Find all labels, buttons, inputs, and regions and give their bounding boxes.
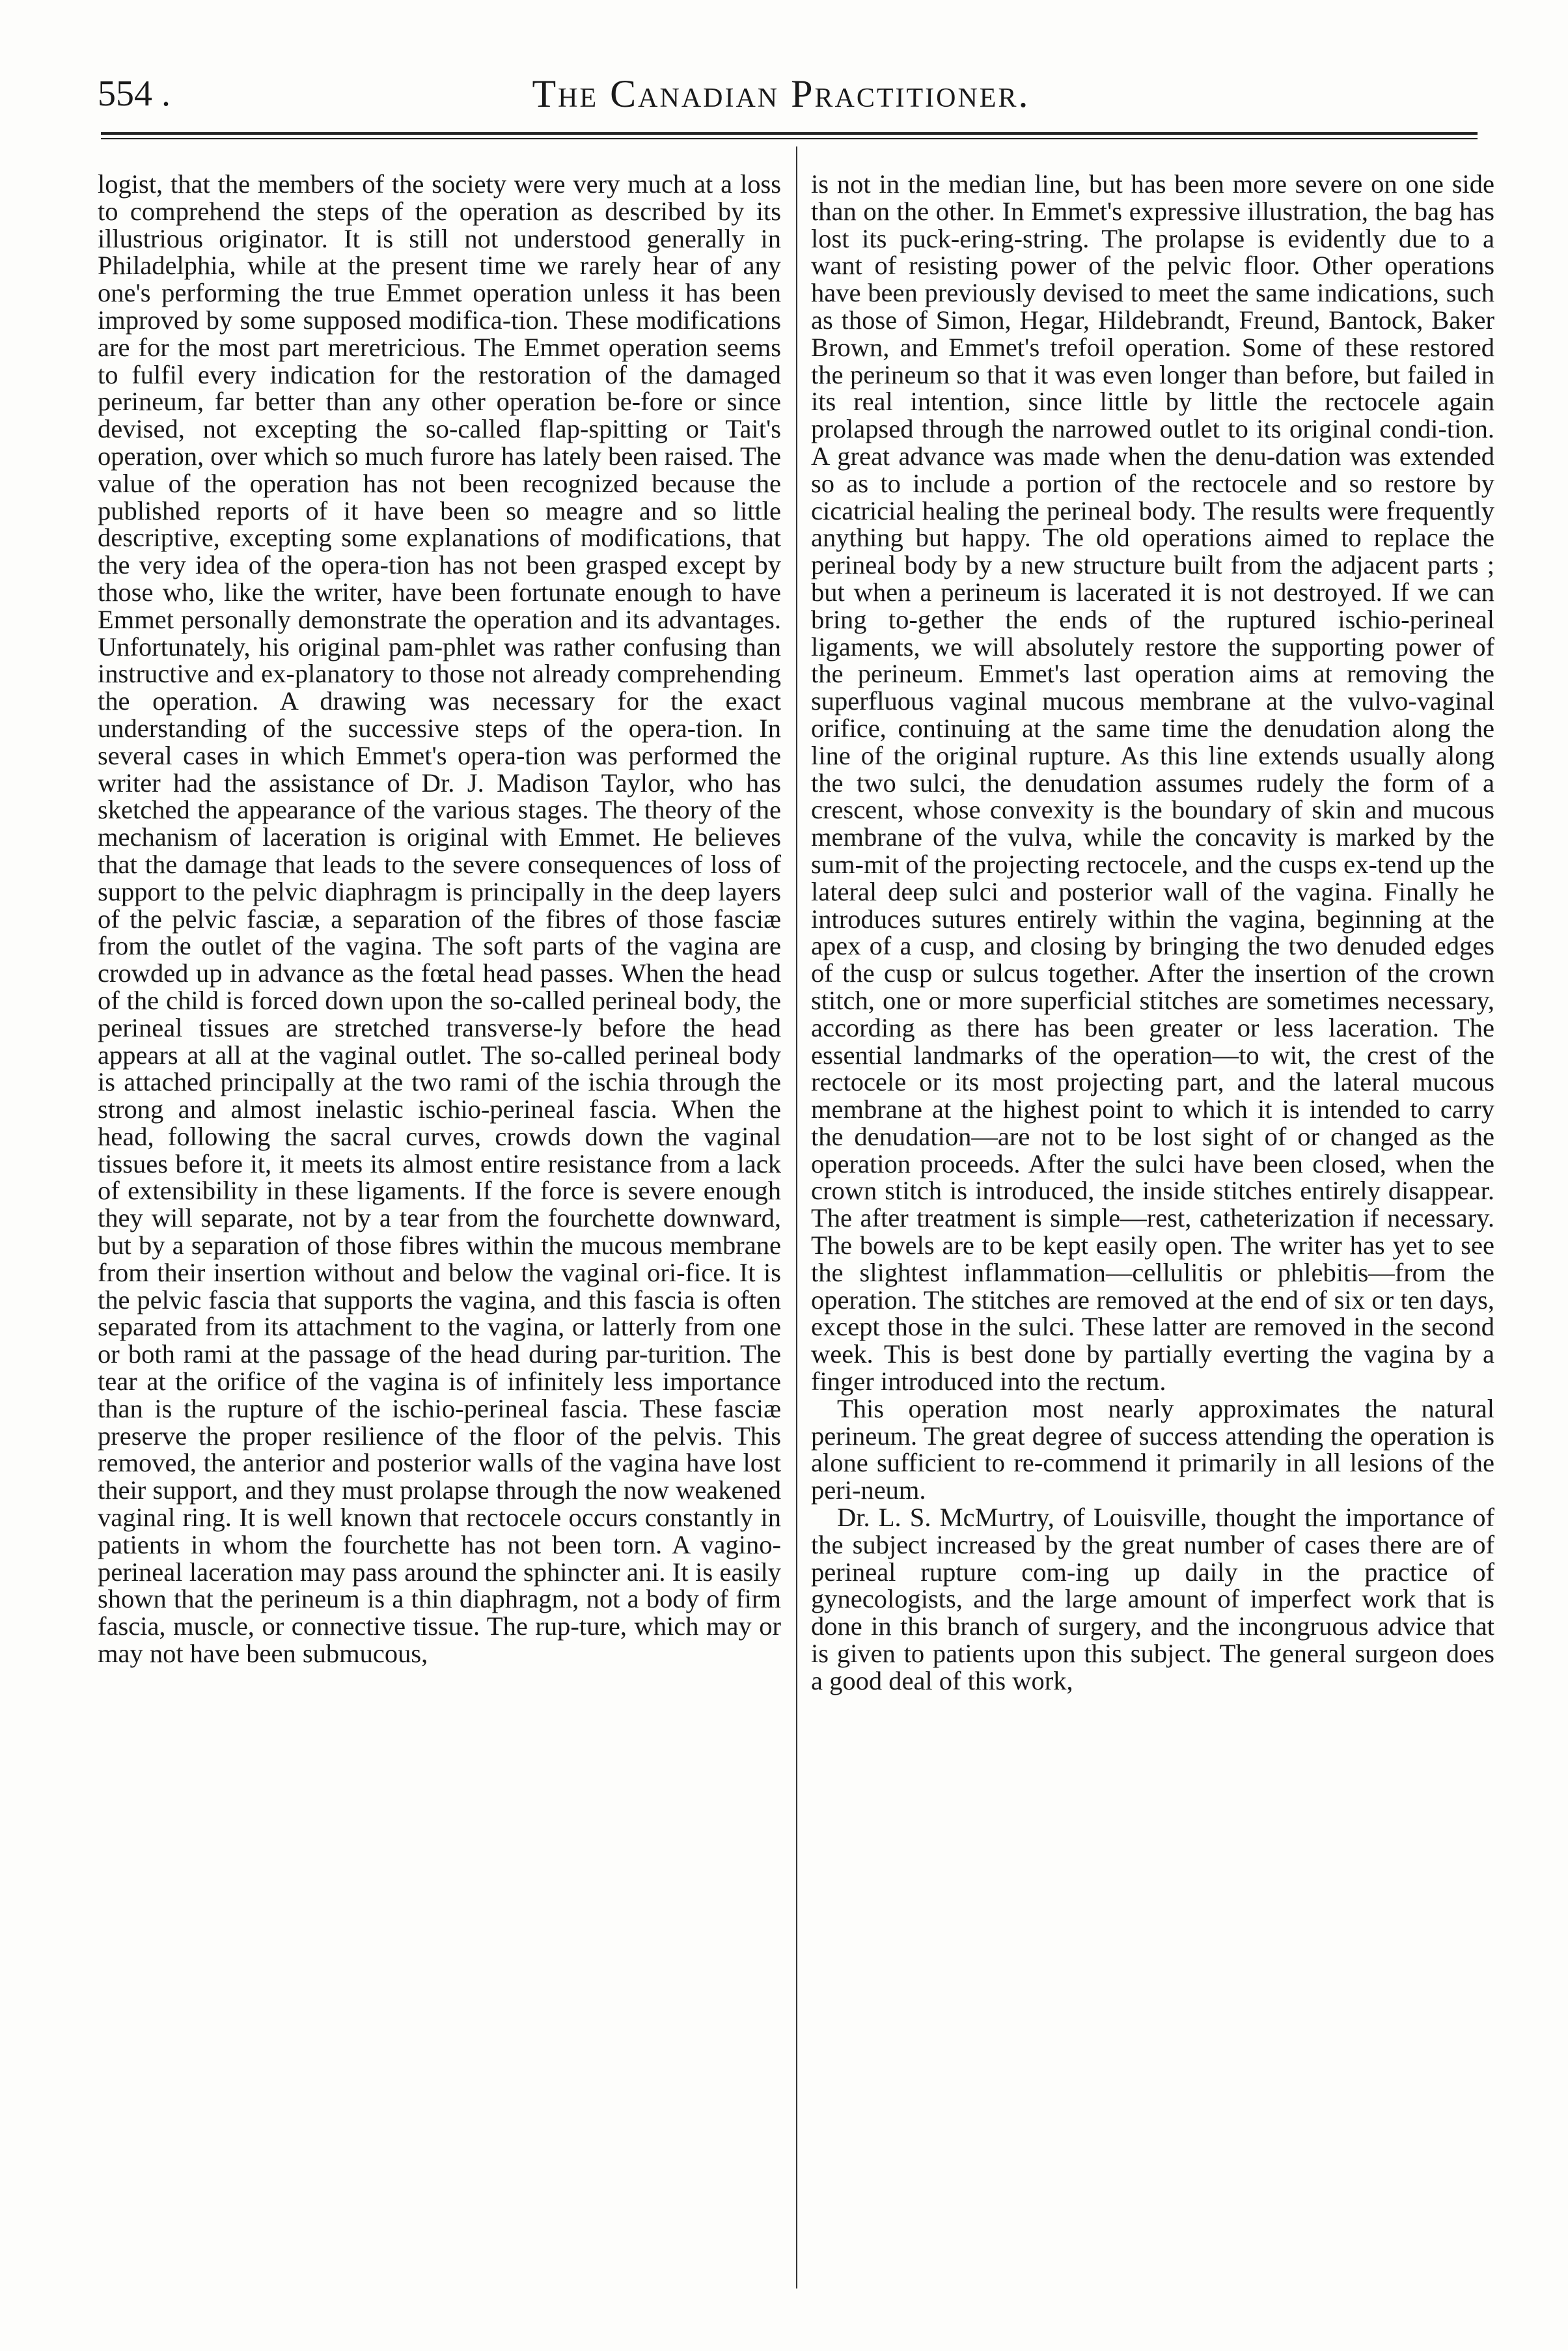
- paragraph: logist, that the members of the society were very much at a loss to comprehend the steps of the operation as described by its illustrious originator. It is still not understood generally in Philadelphia, while at the present time we rarely hear of any one's performing the true Emmet operation unless it has been improved by some supposed modifica-tion. These modifications are for the most part meretricious. The Emmet operation seems to fulfil every indication for the restoration of the damaged perineum, far better than any other operation be-fore or since devised, not excepting the so-called flap-spitting or Tait's operation, over which so much furore has lately been raised. The value of the operation has not been recognized because the published reports of it have been so meagre and so little descriptive, excepting some explanations of modifications, that the very idea of the opera-tion has not been grasped except by those who, like the writer, have been fortunate enough to have Emmet personally demonstrate the operation and its advantages. Unfortunately, his original pam-phlet was rather confusing than instructive and ex-planatory to those not already comprehending the operation. A drawing was necessary for the exact understanding of the successive steps of the opera-tion. In several cases in which Emmet's opera-tion was performed the writer had the assistance of Dr. J. Madison Taylor, who has sketched the appearance of the various stages. The theory of the mechanism of laceration is original with Emmet. He believes that the damage that leads to the severe consequences of loss of support to the pelvic diaphragm is principally in the deep layers of the pelvic fasciæ, a separation of the fibres of those fasciæ from the outlet of the vagina. The soft parts of the vagina are crowded up in advance as the fœtal head passes. When the head of the child is forced down upon the so-called perineal body, the perineal tissues are stretched transverse-ly before the head appears at all at the vaginal outlet. The so-called perineal body is attached principally at the two rami of the ischia through the strong and almost inelastic ischio-perineal fascia. When the head, following the sacral curves, crowds down the vaginal tissues before it, it meets its almost entire resistance from a lack of extensibility in these ligaments. If the force is severe enough they will separate, not by a tear from the fourchette downward, but by a separation of those fibres within the mucous membrane from their insertion without and below the vaginal ori-fice. It is the pelvic fascia that supports the vagina, and this fascia is often separated from its attachment to the vagina, or latterly from one or both rami at the passage of the head during par-turition. The tear at the orifice of the vagina is of infinitely less importance than is the rupture of the ischio-perineal fascia. These fasciæ preserve the proper resilience of the floor of the pelvis. This removed, the anterior and posterior walls of the vagina have lost their support, and they must prolapse through the now weakened vaginal ring. It is well known that rectocele occurs constantly in patients in whom the fourchette has not been torn. A vagino-perineal laceration may pass around the sphincter ani. It is easily shown that the perineum is a thin diaphragm, not a body of firm fascia, muscle, or connective tissue. The rup-ture, which may or may not have been submucous,: [98, 169, 781, 1669]
- page-number: 554 .: [98, 74, 171, 114]
- running-header: [98, 65, 1465, 124]
- left-column: [98, 171, 781, 2319]
- journal-title: The Canadian Practitioner.: [532, 72, 1030, 115]
- paragraph: is not in the median line, but has been more severe on one side than on the other. In Emmet's expressive illustration, the bag has lost its puck-ering-string. The prolapse is evidently due to a want of resisting power of the pelvic floor. Other operations have been previously devised to meet the same indications, such as those of Simon, Hegar, Hildebrandt, Freund, Bantock, Baker Brown, and Emmet's trefoil operation. Some of these restored the perineum so that it was even longer than before, but failed in its real intention, since little by little the rectocele again prolapsed through the narrowed outlet to its original condi-tion. A great advance was made when the denu-dation was extended so as to include a portion of the rectocele and so restore by cicatricial healing the perineal body. The results were frequently anything but happy. The old operations aimed to replace the perineal body by a new structure built from the adjacent parts ; but when a perineum is lacerated it is not destroyed. If we can bring to-gether the ends of the ruptured ischio-perineal ligaments, we will absolutely restore the supporting power of the perineum. Emmet's last operation aims at removing the superfluous vaginal mucous membrane at the vulvo-vaginal orifice, continuing at the same time the denudation along the line of the original rupture. As this line extends usually along the two sulci, the denudation assumes rudely the form of a crescent, whose convexity is the boundary of skin and mucous membrane of the vulva, while the concavity is marked by the sum-mit of the projecting rectocele, and the cusps ex-tend up the lateral deep sulci and posterior wall of the vagina. Finally he introduces sutures entirely within the vagina, beginning at the apex of a cusp, and closing by bringing the two denuded edges of the cusp or sulcus together. After the insertion of the crown stitch, one or more superficial stitches are sometimes necessary, according as there has been greater or less laceration. The essential landmarks of the operation—to wit, the crest of the rectocele or its most projecting part, and the lateral mucous membrane at the highest point to which it is intended to carry the denudation—are not to be lost sight of or changed as the operation proceeds. After the sulci have been closed, when the crown stitch is introduced, the inside stitches entirely disappear. The after treatment is simple—rest, catheterization if necessary. The bowels are to be kept easily open. The writer has yet to see the slightest inflammation—cellulitis or phlebitis—from the operation. The stitches are removed at the end of six or ten days, except those in the sulci. These latter are removed in the second week. This is best done by partially everting the vagina by a finger introduced into the rectum.: [811, 169, 1494, 1397]
- right-column: [811, 171, 1494, 2319]
- paragraph: Dr. L. S. McMurtry, of Louisville, thought the importance of the subject increased by the great number of cases there are of perineal rupture com-ing up daily in the practice of gynecologists, and the large amount of imperfect work that is done in this branch of surgery, and the incongruous advice that is given to patients upon this subject. The general surgeon does a good deal of this work,: [811, 1503, 1494, 1695]
- header-rule-thick: [101, 132, 1478, 135]
- paragraph: This operation most nearly approximates the natural perineum. The great degree of success attending the operation is alone sufficient to re-commend it primarily in all lesions of the peri-neum.: [811, 1393, 1494, 1505]
- header-rule-thin: [101, 138, 1478, 139]
- column-divider: [796, 146, 797, 2288]
